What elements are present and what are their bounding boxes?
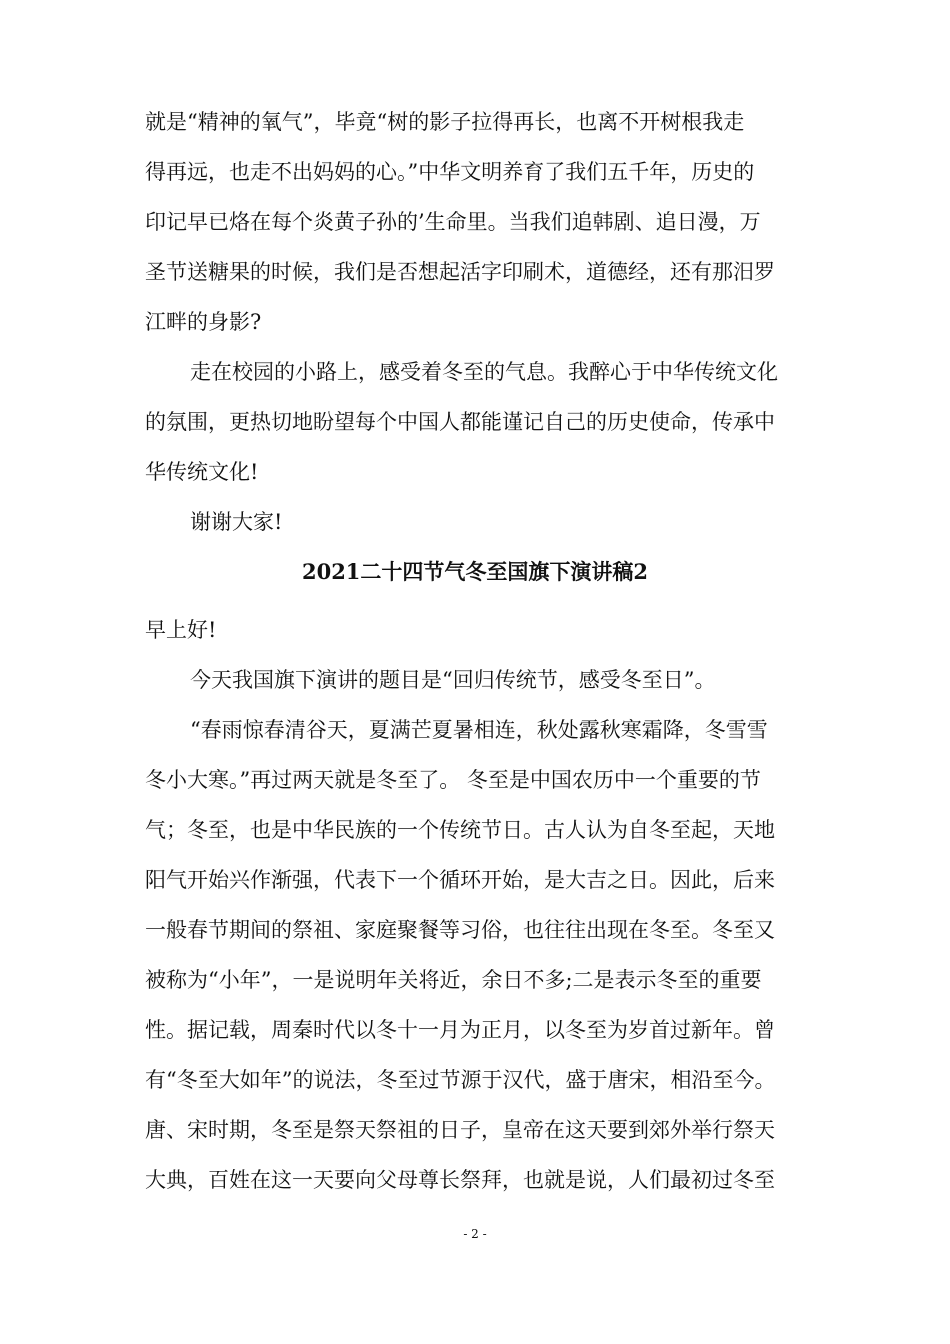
text-line: 被称为“小年”，一是说明年关将近，余日不多;二是表示冬至的重要 <box>145 968 762 992</box>
text-line: 大典，百姓在这一天要向父母尊长祭拜，也就是说，人们最初过冬至 <box>145 1168 775 1192</box>
text-line: 圣节送糖果的时候，我们是否想起活字印刷术，道德经，还有那汨罗 <box>145 260 775 284</box>
text-line: 得再远，也走不出妈妈的心。”中华文明养育了我们五千年，历史的 <box>145 160 755 184</box>
text-line: 冬小大寒。”再过两天就是冬至了。 冬至是中国农历中一个重要的节 <box>145 768 761 792</box>
text-line: 走在校园的小路上，感受着冬至的气息。我醉心于中华传统文化 <box>190 360 778 384</box>
text-line: 江畔的身影? <box>145 310 262 334</box>
text-line: 气；冬至，也是中华民族的一个传统节日。古人认为自冬至起，天地 <box>145 818 775 842</box>
text-line: 唐、宋时期，冬至是祭天祭祖的日子，皇帝在这天要到郊外举行祭天 <box>145 1118 775 1142</box>
text-line: 阳气开始兴作渐强，代表下一个循环开始，是大吉之日。因此，后来 <box>145 868 775 892</box>
page-number: - 2 - <box>463 1227 487 1241</box>
text-line: 印记早已烙在每个炎黄子孙的’生命里。当我们追韩剧、追日漫，万 <box>145 210 761 234</box>
text-line: 就是“精神的氧气”，毕竟“树的影子拉得再长，也离不开树根我走 <box>145 110 745 134</box>
text-line: 早上好! <box>145 618 217 642</box>
text-line: 今天我国旗下演讲的题目是“回归传统节，感受冬至日”。 <box>190 668 716 692</box>
text-line: 有“冬至大如年”的说法，冬至过节源于汉代，盛于唐宋，相沿至今。 <box>145 1068 776 1092</box>
text-line: 的氛围，更热切地盼望每个中国人都能谨记自己的历史使命，传承中 <box>145 410 775 434</box>
text-line: 华传统文化! <box>145 460 259 484</box>
text-line: 性。据记载，周秦时代以冬十一月为正月，以冬至为岁首过新年。曾 <box>145 1018 775 1042</box>
section-heading: 2021二十四节气冬至国旗下演讲稿2 <box>301 559 649 584</box>
text-line: 谢谢大家! <box>190 510 283 534</box>
text-line: “春雨惊春清谷天，夏满芒夏暑相连，秋处露秋寒霜降，冬雪雪 <box>190 718 768 742</box>
text-line: 一般春节期间的祭祖、家庭聚餐等习俗，也往往出现在冬至。冬至又 <box>145 918 775 942</box>
